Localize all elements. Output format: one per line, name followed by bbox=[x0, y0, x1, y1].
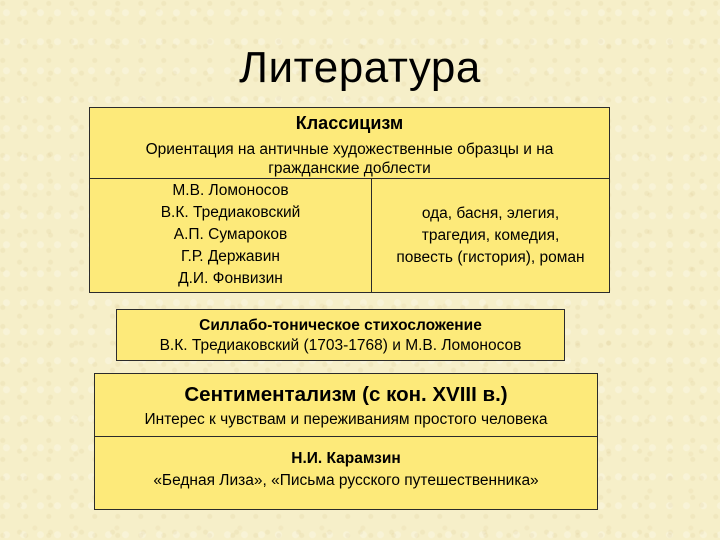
slide-title: Литература bbox=[239, 43, 481, 92]
versification-block bbox=[116, 309, 565, 361]
sentimentalism-description: Интерес к чувствам и переживаниям простого человека bbox=[144, 411, 548, 428]
sentimentalism-header bbox=[95, 374, 597, 437]
versification-authors: В.К. Тредиаковский (1703-1768) и М.В. Ломоносов bbox=[159, 337, 522, 354]
classicism-description: Ориентация на античные художественные образцы и на гражданские доблести bbox=[145, 141, 554, 177]
versification-name: Силлабо-тоническое стихосложение bbox=[199, 317, 482, 334]
classicism-authors bbox=[90, 179, 372, 292]
classicism-genre: ода, басня, элегия, bbox=[421, 205, 560, 222]
sentimentalism-works: «Бедная Лиза», «Письма русского путешественника» bbox=[153, 472, 539, 489]
classicism-genre: трагедия, комедия, bbox=[421, 227, 560, 244]
classicism-genres bbox=[372, 179, 609, 292]
sentimentalism-name: Сентиментализм (с кон. XVIII в.) bbox=[184, 383, 508, 406]
classicism-author: А.П. Сумароков bbox=[173, 226, 288, 243]
sentimentalism-block bbox=[94, 373, 598, 510]
classicism-author: Д.И. Фонвизин bbox=[178, 270, 283, 287]
classicism-columns bbox=[90, 179, 609, 292]
sentimentalism-author: Н.И. Карамзин bbox=[291, 450, 401, 467]
classicism-genre: повесть (гистория), роман bbox=[396, 249, 585, 266]
classicism-author: В.К. Тредиаковский bbox=[160, 204, 301, 221]
classicism-name: Классицизм bbox=[295, 113, 404, 133]
classicism-header bbox=[90, 108, 609, 179]
sentimentalism-body bbox=[95, 437, 597, 492]
classicism-block bbox=[89, 107, 610, 293]
classicism-author: М.В. Ломоносов bbox=[172, 182, 289, 199]
classicism-author: Г.Р. Державин bbox=[180, 248, 280, 265]
